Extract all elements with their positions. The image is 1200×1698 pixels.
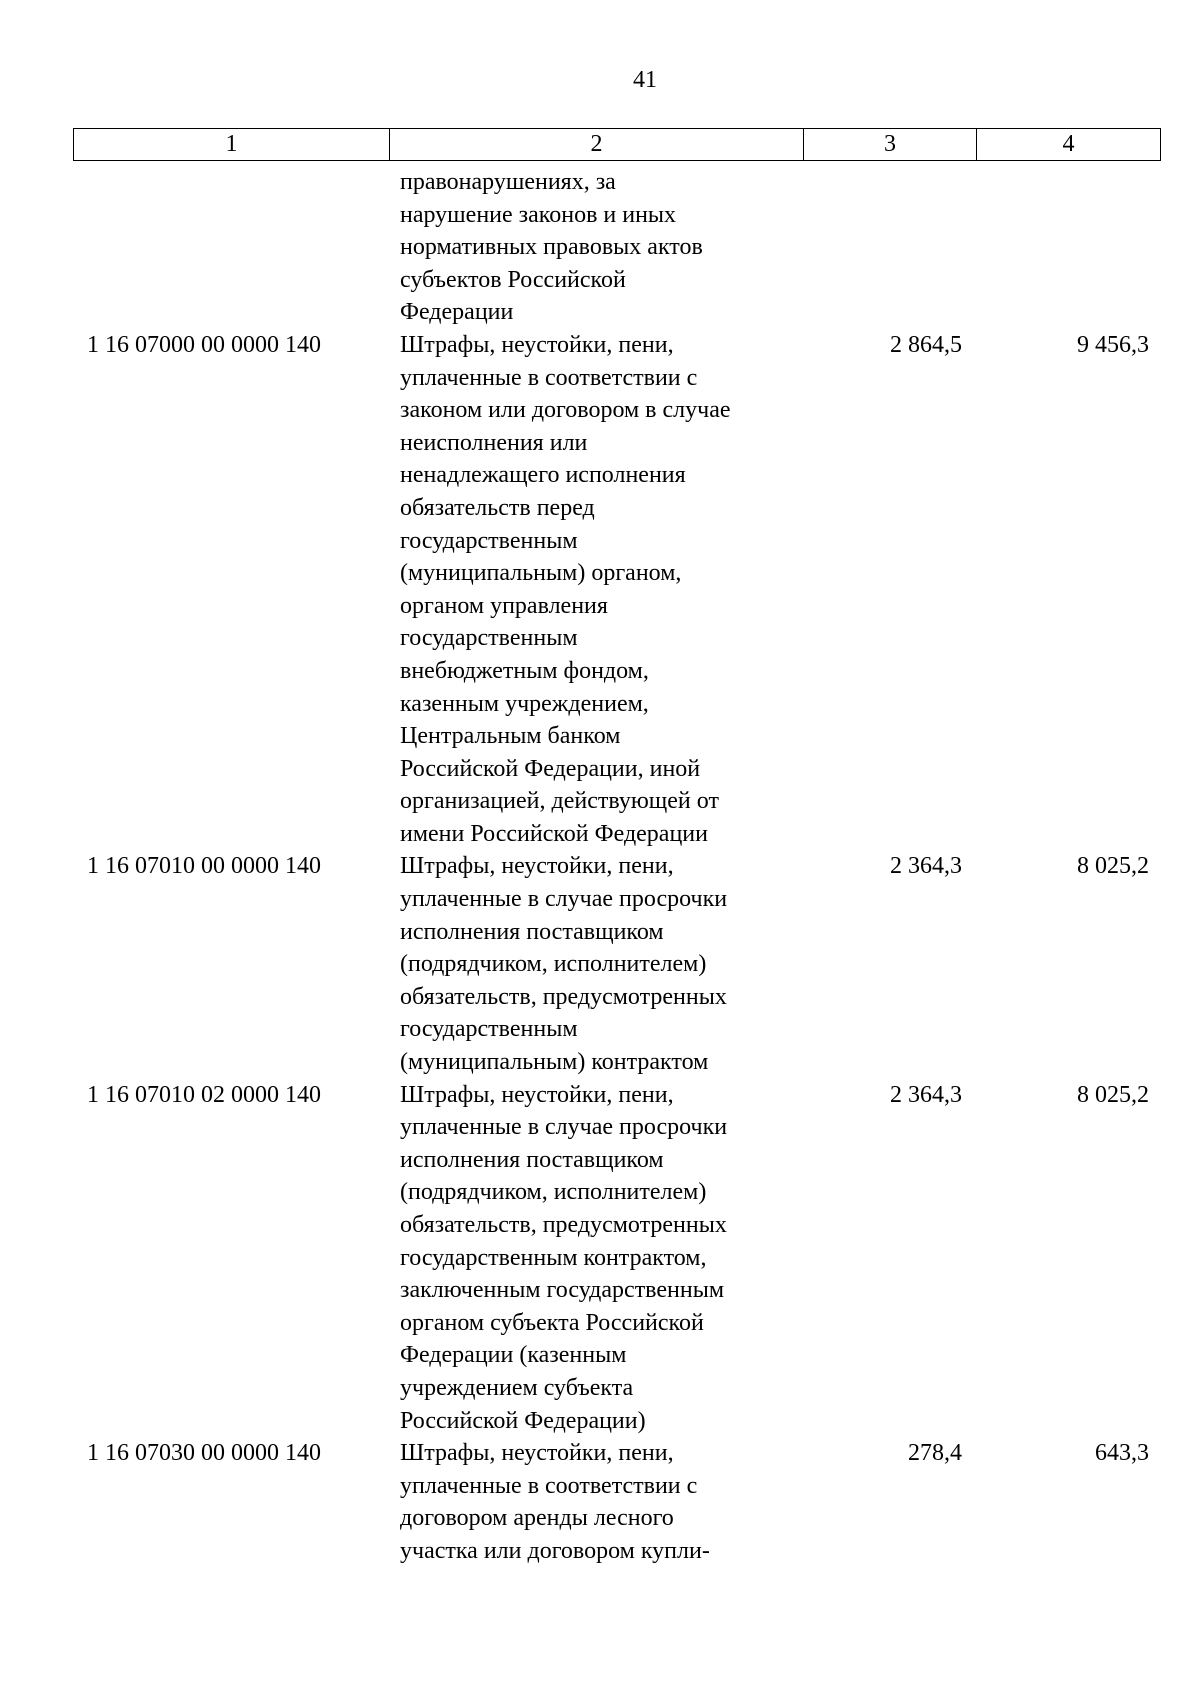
revenue-code: 1 16 07010 02 0000 140 [87, 1081, 321, 1108]
revenue-name [389, 850, 803, 1078]
table-header [73, 128, 1161, 161]
amount-col-4: 9 456,3 [1077, 331, 1149, 358]
revenue-name-line: государственным контрактом, [400, 1244, 707, 1271]
revenue-name-line: Штрафы, неустойки, пени, [400, 1081, 674, 1108]
header-col-4: 4 [1062, 131, 1075, 157]
revenue-name-line: казенным учреждением, [400, 690, 649, 717]
revenue-name-line: уплаченные в соответствии с [400, 364, 698, 391]
amount-col-4: 8 025,2 [1077, 853, 1149, 880]
revenue-name-line: нормативных правовых актов [400, 234, 703, 261]
amount-col-4 [976, 166, 1161, 329]
amount-col-4: 643,3 [1095, 1440, 1149, 1467]
revenue-name-line: Штрафы, неустойки, пени, [400, 853, 674, 880]
revenue-name-line: ненадлежащего исполнения [400, 462, 686, 489]
revenue-name-line: исполнения поставщиком [400, 1146, 664, 1173]
revenue-name [389, 1437, 803, 1567]
table-row [73, 329, 1161, 851]
revenue-name-line: уплаченные в случае просрочки [400, 1114, 728, 1141]
revenue-name-line: государственным [400, 1016, 578, 1043]
header-col-1: 1 [74, 129, 390, 160]
revenue-name-line: Центральным банком [400, 723, 621, 750]
revenue-code: 1 16 07010 00 0000 140 [87, 853, 321, 880]
revenue-name-line: органом управления [400, 592, 608, 619]
revenue-name-line: Федерации [400, 299, 514, 326]
revenue-name-line: Российской Федерации) [400, 1407, 646, 1434]
revenue-name-line: имени Российской Федерации [400, 820, 708, 847]
amount-col-3 [803, 166, 976, 329]
revenue-name-line: государственным [400, 527, 578, 554]
revenue-code: 1 16 07030 00 0000 140 [87, 1440, 321, 1467]
revenue-name-line: неисполнения или [400, 429, 588, 456]
header-col-3: 3 [804, 129, 977, 160]
revenue-name-line: договором аренды лесного [400, 1505, 674, 1532]
revenue-name-line: Штрафы, неустойки, пени, [400, 331, 674, 358]
revenue-name-line: (муниципальным) контрактом [400, 1049, 709, 1076]
page-number: 41 [633, 67, 657, 93]
revenue-name-line: учреждением субъекта [400, 1374, 634, 1401]
revenue-name [389, 1079, 803, 1438]
revenue-name-line: заключенным государственным [400, 1277, 725, 1304]
table-row [73, 166, 1161, 329]
table-row [73, 850, 1161, 1078]
revenue-name-line: нарушение законов и иных [400, 201, 677, 228]
amount-col-3: 2 864,5 [890, 331, 962, 358]
revenue-name-line: Федерации (казенным [400, 1342, 627, 1369]
revenue-name [389, 166, 803, 329]
amount-col-3: 278,4 [908, 1440, 962, 1467]
revenue-name-line: уплаченные в случае просрочки [400, 886, 728, 913]
revenue-name-line: Российской Федерации, иной [400, 755, 701, 782]
header-col-2: 2 [390, 129, 804, 160]
revenue-name-line: государственным [400, 625, 578, 652]
revenue-name-line: обязательств, предусмотренных [400, 1212, 727, 1238]
revenue-name-line: правонарушениях, за [400, 169, 616, 195]
table-row [73, 1079, 1161, 1438]
revenue-name-line: (подрядчиком, исполнителем) [400, 1179, 707, 1206]
amount-col-3: 2 364,3 [890, 853, 962, 880]
revenue-name-line: (муниципальным) органом, [400, 560, 682, 587]
revenue-name-line: внебюджетным фондом, [400, 657, 649, 684]
revenue-name-line: (подрядчиком, исполнителем) [400, 951, 707, 978]
revenue-name-line: Штрафы, неустойки, пени, [400, 1440, 674, 1467]
revenue-name-line: исполнения поставщиком [400, 918, 664, 945]
amount-col-3: 2 364,3 [890, 1081, 962, 1108]
revenue-name-line: органом субъекта Российской [400, 1309, 704, 1336]
table-body [73, 166, 1161, 1568]
revenue-name-line: обязательств, предусмотренных [400, 983, 727, 1010]
revenue-code: 1 16 07000 00 0000 140 [87, 331, 321, 358]
revenue-code [73, 166, 389, 329]
revenue-name-line: обязательств перед [400, 494, 595, 521]
revenue-name-line: участка или договором купли- [400, 1537, 710, 1564]
revenue-name-line: уплаченные в соответствии с [400, 1472, 698, 1499]
table-row [73, 1437, 1161, 1567]
revenue-name [389, 329, 803, 851]
revenue-name-line: законом или договором в случае [400, 397, 731, 424]
revenue-name-line: субъектов Российской [400, 266, 626, 293]
amount-col-4: 8 025,2 [1077, 1081, 1149, 1108]
revenue-name-line: организацией, действующей от [400, 788, 719, 815]
